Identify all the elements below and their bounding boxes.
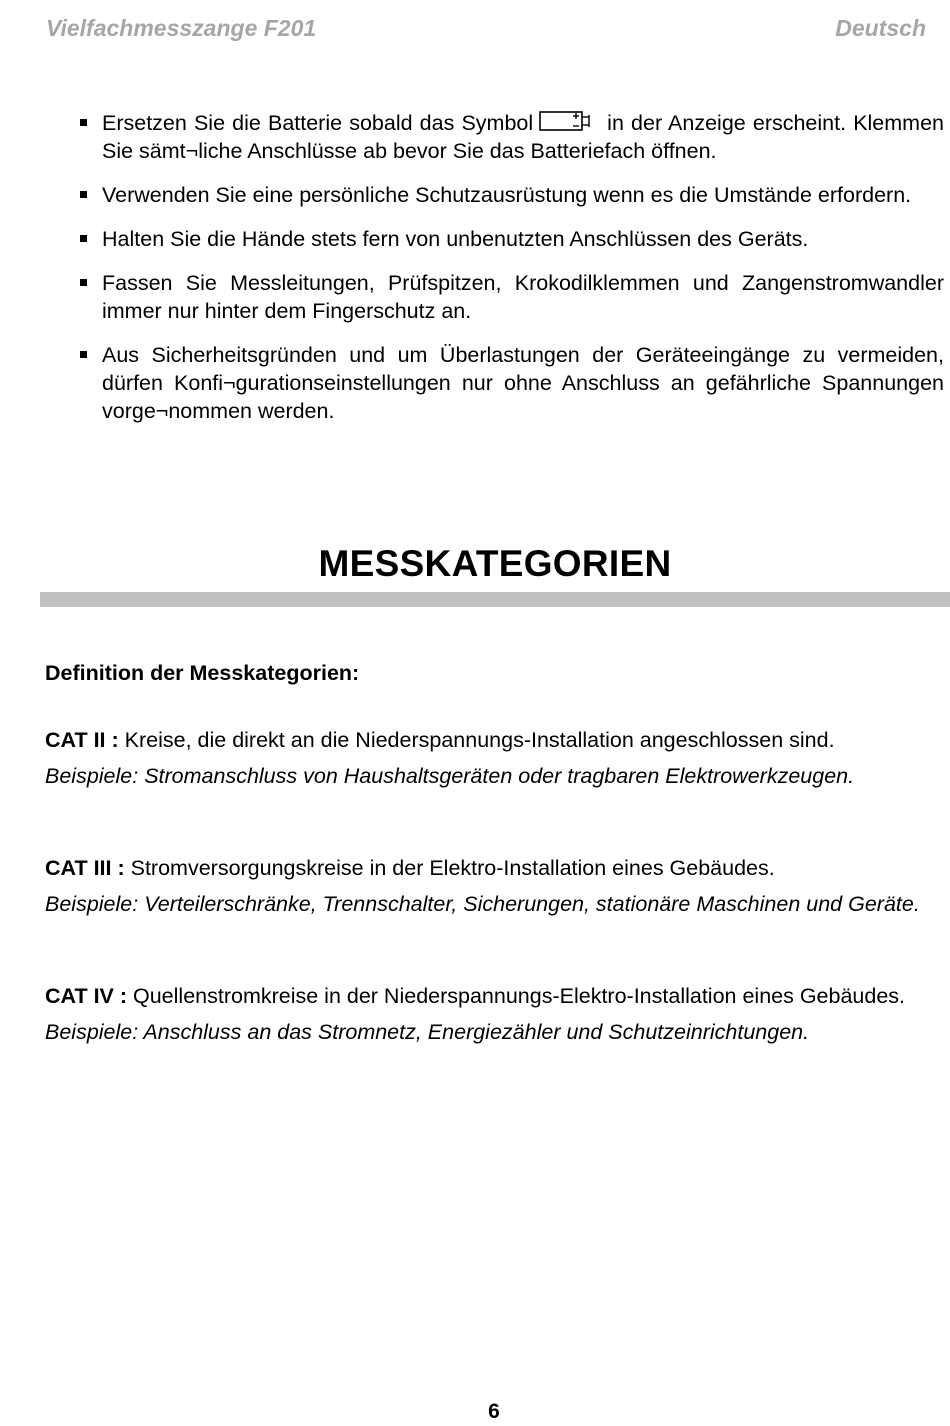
bullet-square-icon: [80, 191, 87, 198]
bullet-item-battery: Ersetzen Sie die Batterie sobald das Symbol in der Anzeige erscheint. Klemmen Sie sämt¬liche Anschlüsse ab bevor Sie das Batteriefach öffnen.: [78, 109, 944, 165]
category-definition: CAT III : Stromversorgungskreise in der Elektro-Installation eines Gebäudes.: [45, 856, 775, 880]
category-code: CAT IV :: [45, 984, 128, 1008]
category-code: CAT III :: [45, 856, 125, 880]
page-header: [46, 12, 926, 44]
category-cat-iv: [45, 982, 943, 1046]
category-code: CAT II :: [45, 728, 119, 752]
document-title: Vielfachmesszange F201: [46, 14, 317, 41]
safety-bullet-list: [78, 109, 944, 441]
section-title: MESSKATEGORIEN: [318, 543, 672, 584]
category-cat-iii: [45, 854, 943, 918]
bullet-square-icon: [80, 235, 87, 242]
category-cat-ii: [45, 726, 943, 790]
bullet-item-protective-equipment: Verwenden Sie eine persönliche Schutzausrüstung wenn es die Umstände erfordern.: [78, 181, 944, 209]
category-example: Beispiele: Stromanschluss von Haushaltsgeräten oder tragbaren Elektrowerkzeugen.: [45, 764, 855, 788]
section-subheading: Definition der Messkategorien:: [45, 661, 360, 685]
bullet-item-unused-terminals: Halten Sie die Hände stets fern von unbenutzten Anschlüssen des Geräts.: [78, 225, 944, 253]
page-number: 6: [488, 1400, 500, 1423]
language-label: Deutsch: [835, 14, 926, 41]
bullet-square-icon: [80, 119, 87, 126]
section-divider: [40, 592, 950, 607]
bullet-item-configuration: Aus Sicherheitsgründen und um Überlastungen der Geräteeingänge zu vermeiden, dürfen Konfi¬gurationseinstellungen nur ohne Anschluss an gefährliche Spannungen vorge¬nommen werden.: [78, 341, 944, 425]
category-example: Beispiele: Anschluss an das Stromnetz, Energiezähler und Schutzeinrichtungen.: [45, 1020, 810, 1044]
category-example: Beispiele: Verteilerschränke, Trennschalter, Sicherungen, stationäre Maschinen und Geräte.: [45, 892, 920, 916]
category-definition: CAT IV : Quellenstromkreise in der Niederspannungs-Elektro-Installation eines Gebäudes.: [45, 984, 906, 1008]
battery-icon: [539, 110, 595, 132]
bullet-square-icon: [80, 351, 87, 358]
bullet-square-icon: [80, 279, 87, 286]
bullet-item-finger-guard: Fassen Sie Messleitungen, Prüfspitzen, Krokodilklemmen und Zangenstromwandler immer nur hinter dem Fingerschutz an.: [78, 269, 944, 325]
category-definition: CAT II : Kreise, die direkt an die Niederspannungs-Installation angeschlossen sind.: [45, 728, 835, 752]
